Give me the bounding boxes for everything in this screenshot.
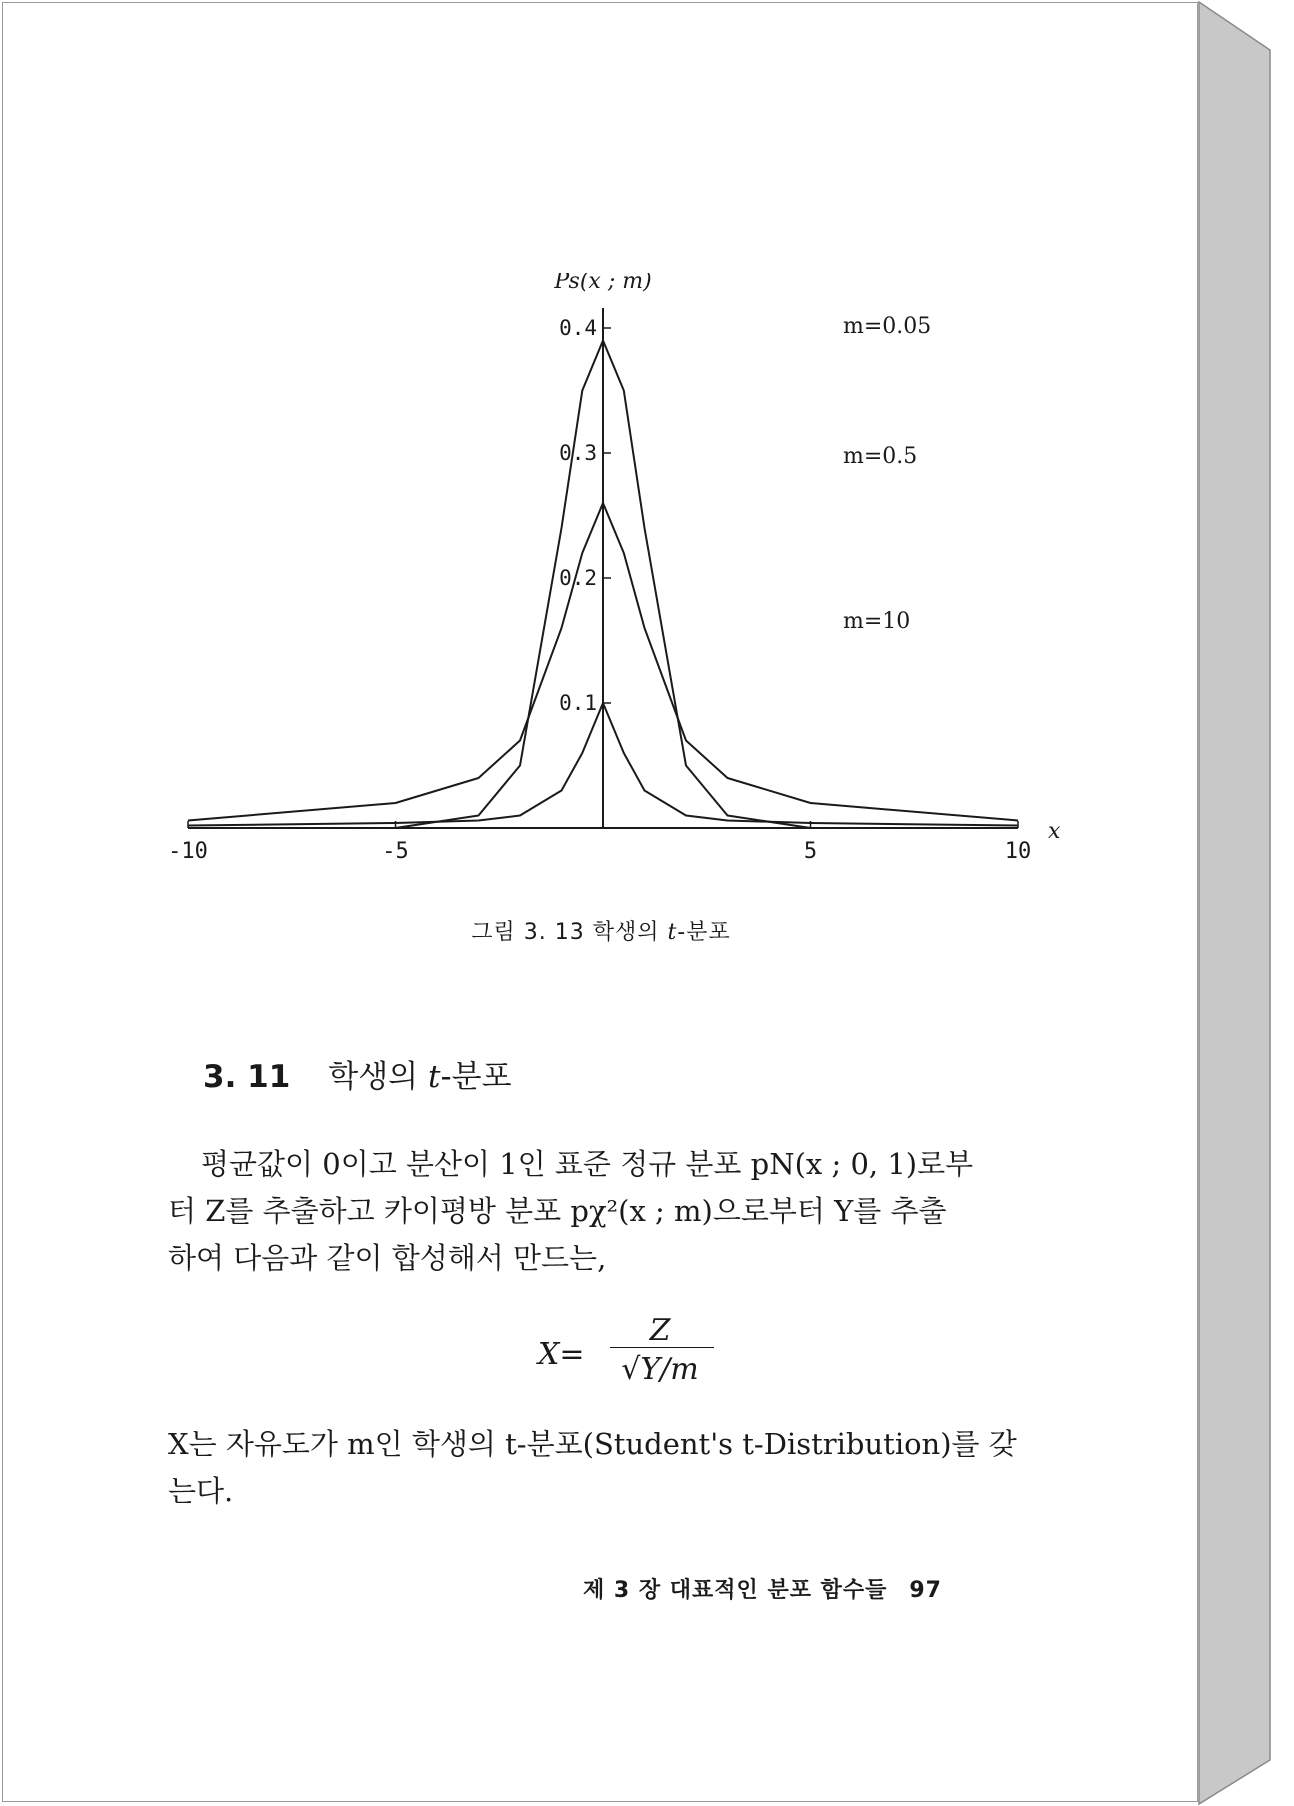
paragraph1-line3: 하여 다음과 같이 합성해서 만드는, bbox=[168, 1241, 607, 1275]
footer-chapter: 제 3 장 대표적인 분포 함수들 bbox=[582, 1578, 888, 1603]
page-number: 97 bbox=[909, 1578, 942, 1603]
figure-caption-prefix: 그림 3. 13 학생의 bbox=[471, 920, 668, 945]
t-distribution-chart bbox=[143, 273, 1093, 893]
y-tick-label: 0.1 bbox=[559, 691, 597, 715]
page-footer bbox=[583, 1573, 942, 1604]
section-title-prefix: 학생의 bbox=[328, 1059, 428, 1095]
x-axis-label: x bbox=[1048, 819, 1061, 844]
paragraph2-line1: X는 자유도가 m인 학생의 t-분포(Student's t-Distribution)를 갖 bbox=[168, 1427, 1017, 1461]
x-tick-label: -5 bbox=[382, 839, 409, 864]
paragraph1-line2: 터 Z를 추출하고 카이평방 분포 pχ²(x ; m)으로부터 Y를 추출 bbox=[168, 1194, 947, 1228]
y-tick-label: 0.3 bbox=[559, 441, 597, 465]
section-title-suffix: -분포 bbox=[440, 1059, 512, 1095]
equation-lhs: X= bbox=[538, 1337, 585, 1372]
section-title-t: t bbox=[427, 1059, 441, 1095]
x-tick-label: 10 bbox=[1004, 839, 1032, 864]
figure-caption-t: t bbox=[667, 920, 678, 945]
paragraph-conclusion bbox=[168, 1421, 1078, 1515]
book-page bbox=[2, 2, 1198, 1802]
y-axis-label: Ps(x ; m) bbox=[554, 273, 652, 294]
figure-caption bbox=[3, 915, 1199, 946]
equation-denominator: √Y/m bbox=[621, 1352, 699, 1387]
y-tick-label: 0.2 bbox=[559, 566, 597, 590]
y-tick-label: 0.4 bbox=[559, 316, 597, 340]
x-tick-label: -10 bbox=[168, 839, 208, 864]
equation-numerator: Z bbox=[649, 1313, 671, 1348]
section-heading bbox=[203, 1051, 512, 1096]
legend-label-2: m=0.5 bbox=[843, 444, 918, 469]
paragraph-definition bbox=[168, 1141, 1078, 1282]
x-tick-label: 5 bbox=[803, 839, 818, 864]
section-number: 3. 11 bbox=[203, 1059, 291, 1095]
figure-caption-suffix: -분포 bbox=[677, 920, 731, 945]
equation-fraction bbox=[610, 1313, 710, 1387]
legend-label-3: m=10 bbox=[843, 609, 911, 634]
paragraph1-line1: 평균값이 0이고 분산이 1인 표준 정규 분포 pN(x ; 0, 1)로부 bbox=[201, 1147, 974, 1181]
paragraph2-line2: 는다. bbox=[168, 1474, 234, 1508]
legend-label-1: m=0.05 bbox=[843, 314, 932, 339]
